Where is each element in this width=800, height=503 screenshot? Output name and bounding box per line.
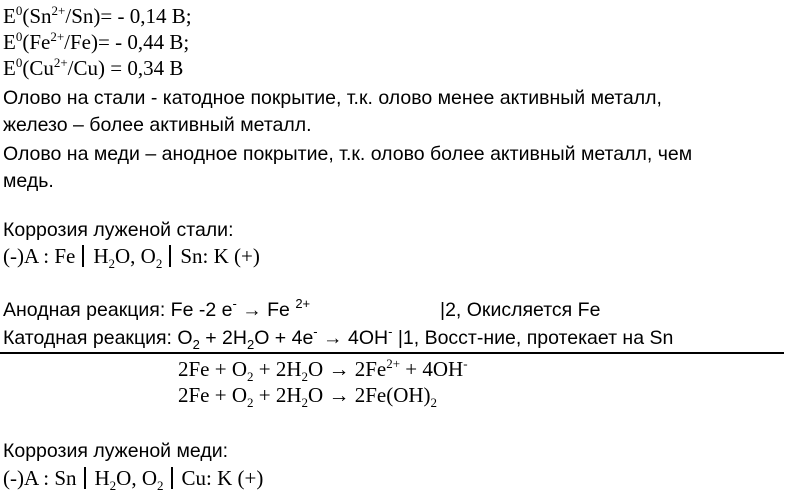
paragraph-copper-line1: Олово на меди – анодное покрытие, т.к. олово более активный металл, чем bbox=[3, 143, 693, 165]
cathode-reaction: Катодная реакция: $O_2 + 2H_2O + 4e^- \to 4OH^-$ |1, Восст-ние, протекает на Sn bbox=[3, 324, 674, 352]
scheme-steel: (-)A : Fe $H_2O$, $O_2$ Sn: K (+) bbox=[3, 244, 260, 271]
paragraph-steel-line2: железо – более активный металл. bbox=[3, 114, 312, 136]
summation-rule bbox=[0, 352, 784, 354]
paragraph-steel-line1: Олово на стали - катодное покрытие, т.к. олово менее активный металл, bbox=[3, 87, 662, 109]
scheme-copper: (-)A : Sn $H_2O$, $O_2$ Cu: K (+) bbox=[3, 466, 264, 493]
total-equation-molecular: $2Fe + O_2 + 2H_2O \to 2Fe(OH)_2$ bbox=[178, 383, 438, 410]
potential-cu: $E^0(Cu^{2+}/Cu) = 0,34$ В bbox=[3, 55, 184, 80]
heading-steel-corrosion: Коррозия луженой стали: bbox=[3, 219, 234, 241]
paragraph-copper-line2: медь. bbox=[3, 170, 54, 192]
separator-bar bbox=[169, 245, 171, 267]
separator-bar bbox=[82, 245, 84, 267]
potential-fe: $E^0(Fe^{2+}/Fe)= - 0,44$ В; bbox=[3, 29, 190, 54]
anode-reaction: Анодная реакция: Fe -2 e- → Fe $^{2+}$ bbox=[3, 296, 311, 321]
anode-reaction-note: |2, Окисляется Fe bbox=[440, 299, 601, 321]
potential-sn: $E^0(Sn^{2+}/Sn)= - 0,14$ В; bbox=[3, 3, 192, 28]
heading-copper-corrosion: Коррозия луженой меди: bbox=[3, 440, 229, 462]
separator-bar bbox=[171, 467, 173, 489]
separator-bar bbox=[84, 467, 86, 489]
total-equation-ionic: $2Fe + O_2 + 2H_2O \to 2Fe^{2+} + 4OH^-$ bbox=[178, 356, 468, 384]
